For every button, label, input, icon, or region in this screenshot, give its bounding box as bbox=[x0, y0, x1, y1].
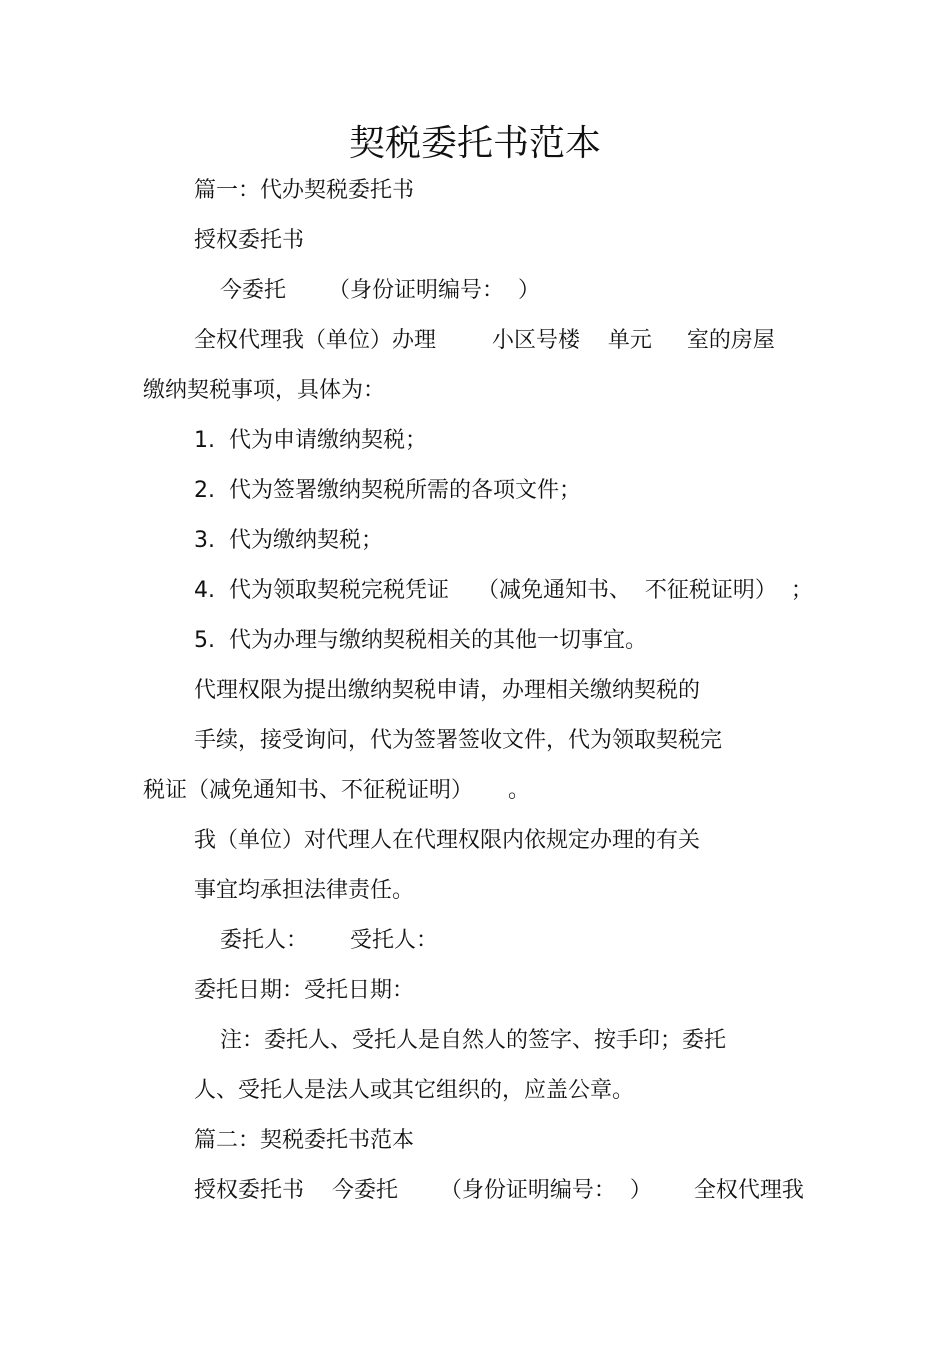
scope-paragraph: 代理权限为提出缴纳契税申请，办理相关缴纳契税的 bbox=[194, 678, 701, 703]
liability-paragraph: 我（单位）对代理人在代理权限内依规定办理的有关 bbox=[194, 828, 701, 853]
signature-line: 委托人： 受托人： bbox=[220, 928, 438, 953]
authority-line-cont: 缴纳契税事项，具体为： bbox=[143, 378, 386, 403]
entrust-line: 今委托 （身份证明编号： ） bbox=[220, 278, 540, 303]
section-2-first-line: 授权委托书 今委托 （身份证明编号： ） 全权代理我 bbox=[194, 1178, 804, 1203]
section-heading-1: 篇一：代办契税委托书 bbox=[194, 178, 415, 203]
list-item: 1. 代为申请缴纳契税； bbox=[194, 428, 427, 453]
note-paragraph: 人、受托人是法人或其它组织的，应盖公章。 bbox=[194, 1078, 635, 1103]
note-paragraph: 注：委托人、受托人是自然人的签字、按手印；委托 bbox=[220, 1028, 727, 1053]
list-item: 2. 代为签署缴纳契税所需的各项文件； bbox=[194, 478, 581, 503]
scope-paragraph: 手续，接受询问，代为签署签收文件，代为领取契税完 bbox=[194, 728, 723, 753]
document-title: 契税委托书范本 bbox=[348, 123, 601, 164]
list-item: 5. 代为办理与缴纳契税相关的其他一切事宜。 bbox=[194, 628, 647, 653]
scope-paragraph: 税证（减免通知书、不征税证明） 。 bbox=[143, 778, 530, 803]
date-line: 委托日期：受托日期： bbox=[194, 978, 415, 1003]
section-heading-2: 篇二：契税委托书范本 bbox=[194, 1128, 415, 1153]
list-item: 4. 代为领取契税完税凭证 （减免通知书、 不征税证明） ； bbox=[194, 578, 813, 603]
liability-paragraph: 事宜均承担法律责任。 bbox=[194, 878, 415, 903]
authority-line: 全权代理我（单位）办理 小区号楼 单元 室的房屋 bbox=[194, 328, 775, 353]
letter-heading: 授权委托书 bbox=[194, 228, 305, 253]
list-item: 3. 代为缴纳契税； bbox=[194, 528, 383, 553]
